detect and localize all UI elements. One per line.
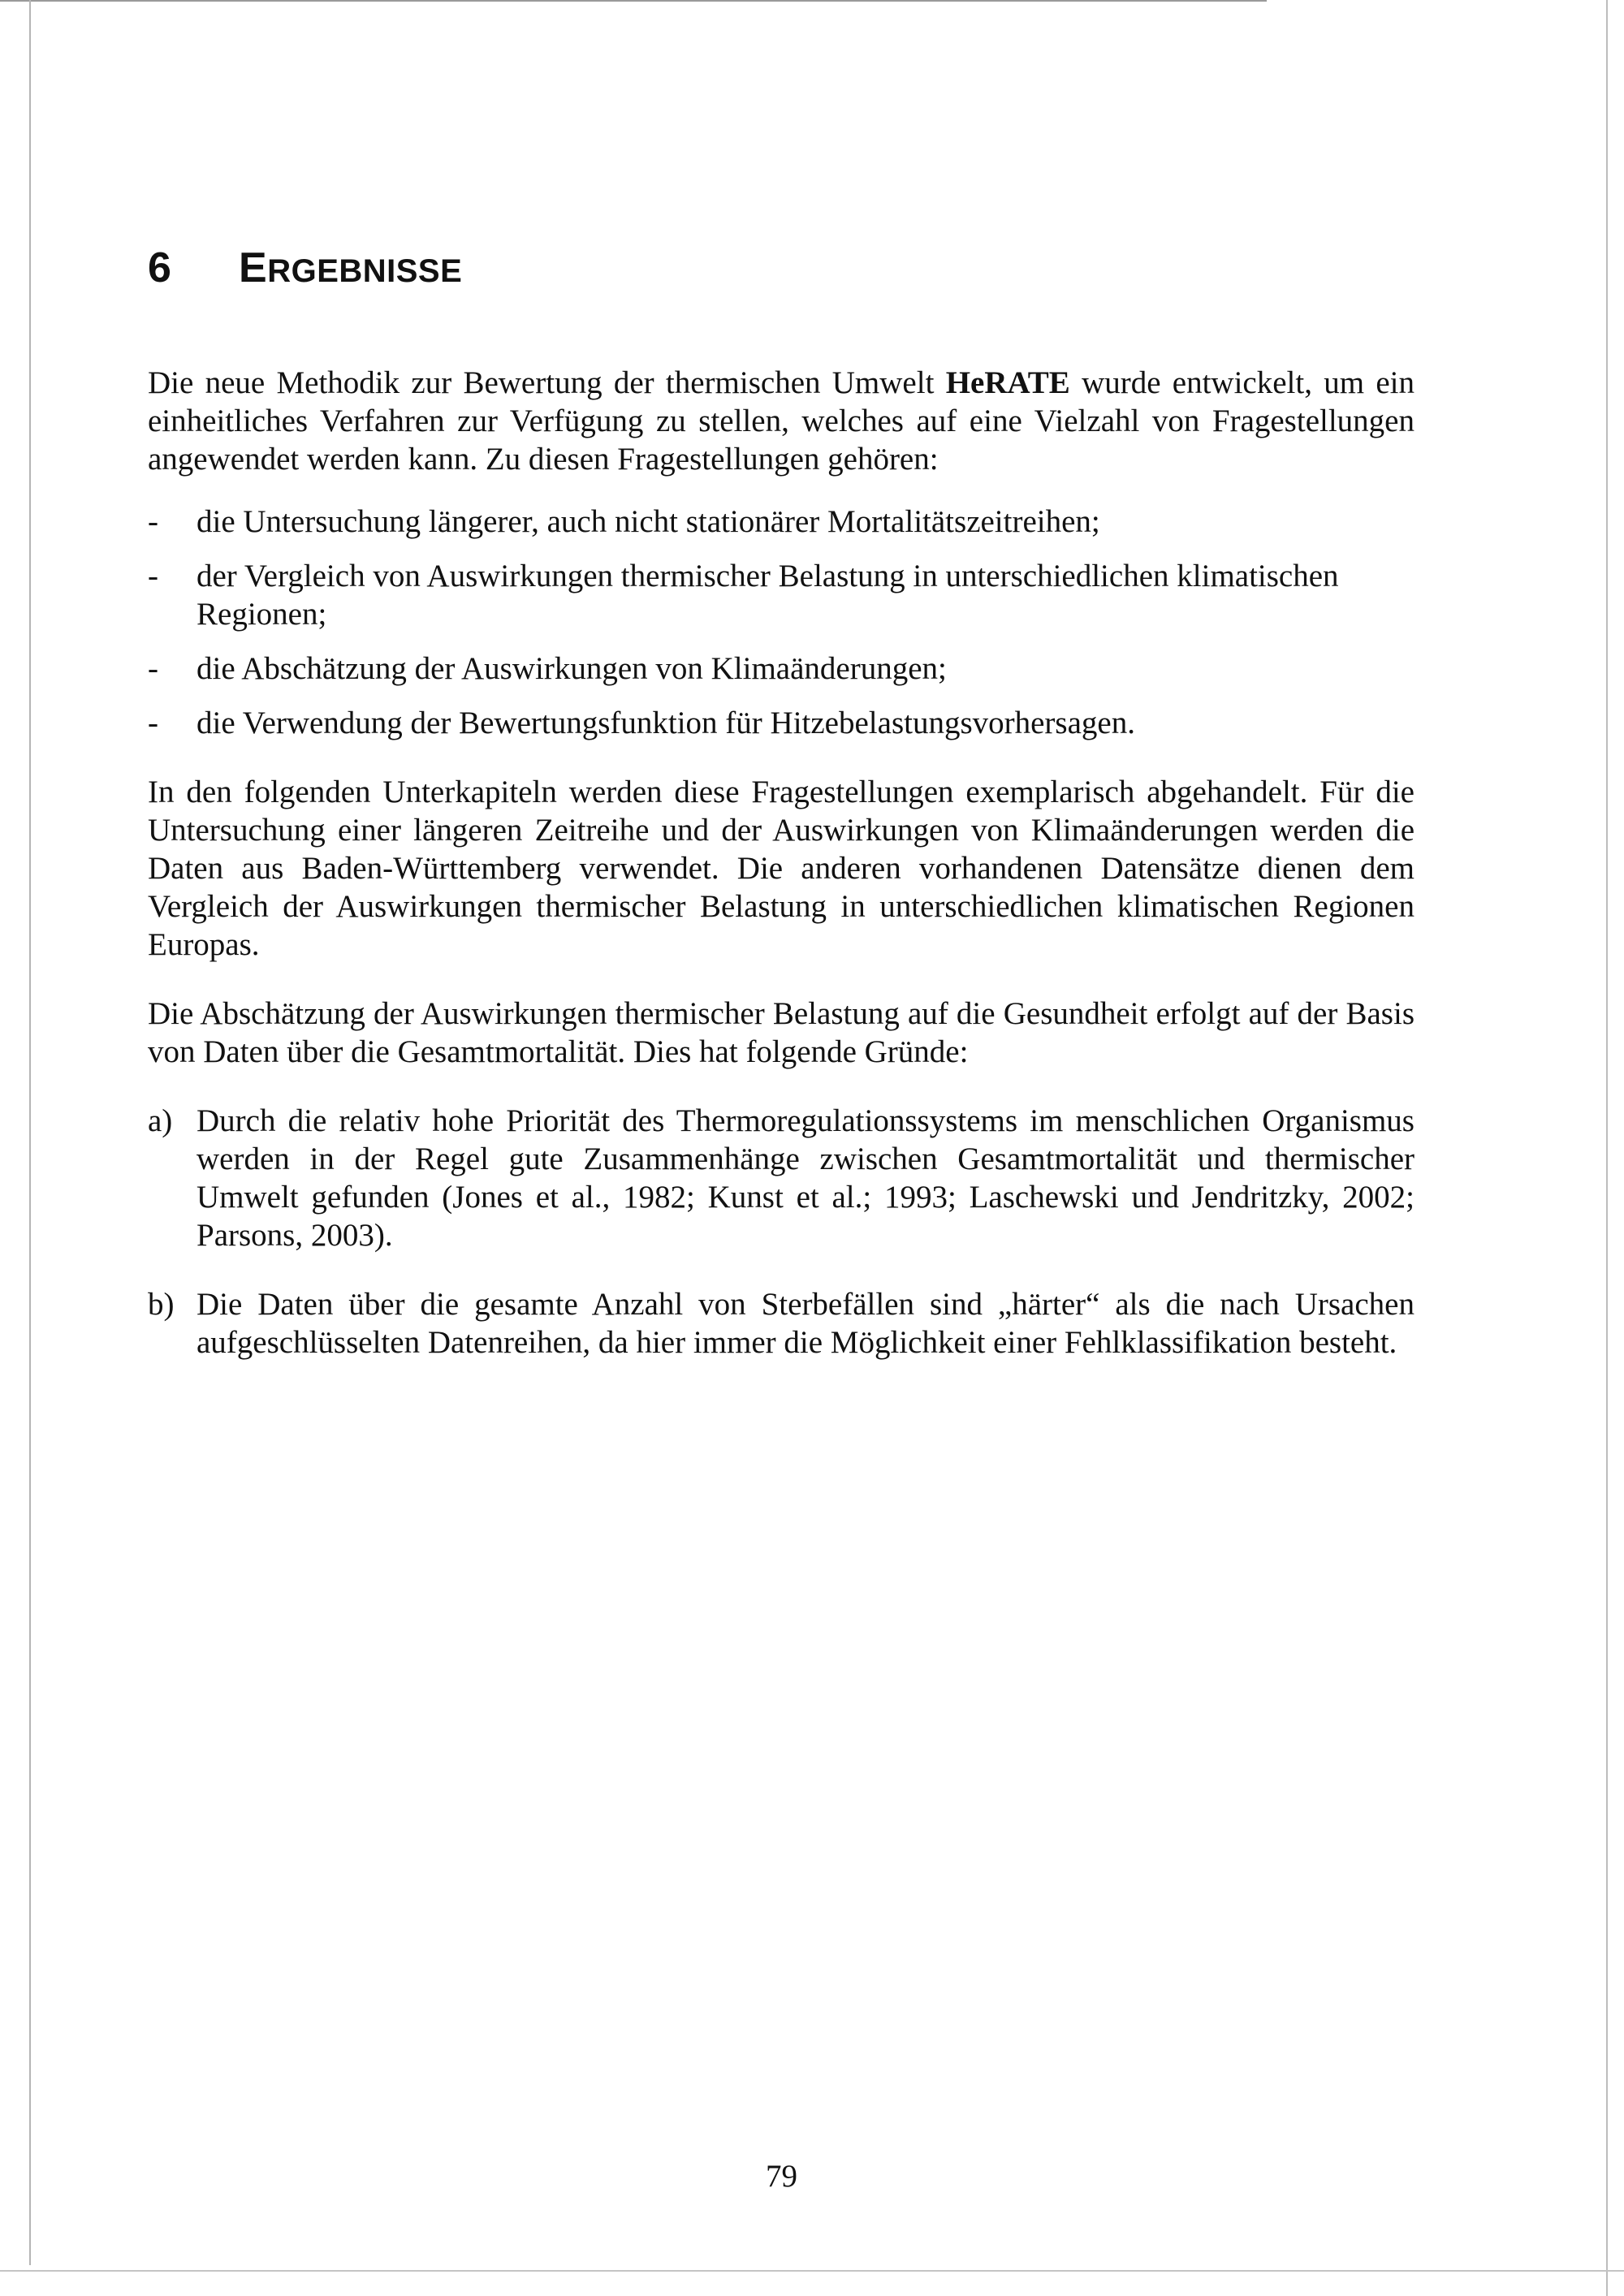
list-bullet: - <box>148 706 158 740</box>
reasons-list <box>148 1102 1415 1362</box>
page-number: 79 <box>766 2159 797 2194</box>
list-marker: b) <box>148 1287 175 1322</box>
scan-edge-left <box>29 0 31 2265</box>
mortality-basis-paragraph: Die Abschätzung der Auswirkungen thermischer Belastung auf die Gesundheit erfolgt auf der Basis von Daten über die Gesamtmortalität. Dies hat folgende Gründe: <box>148 996 1415 1069</box>
list-item-text: die Abschätzung der Auswirkungen von Klimaänderungen; <box>197 651 947 686</box>
method-name: HeRATE <box>945 365 1070 400</box>
scan-edge-bottom <box>0 2270 1624 2272</box>
chapter-title-initial: E <box>239 244 268 291</box>
list-bullet: - <box>148 559 158 593</box>
list-bullet: - <box>148 504 158 539</box>
list-item <box>148 557 1415 633</box>
chapter-title-rest: RGEBNISSE <box>267 253 463 289</box>
intro-paragraph <box>148 364 1415 478</box>
intro-text-2: wurde entwickelt, um ein einheitliches Verfahren zur Verfügung zu stellen, welches auf eine Vielzahl von Fragestellungen angewendet werden kann. Zu diesen Fragestellungen gehören: <box>148 365 1415 477</box>
scan-edge-top <box>0 0 1267 2</box>
list-item <box>148 503 1415 541</box>
list-item <box>148 1102 1415 1254</box>
chapter-heading <box>148 244 462 292</box>
subchapter-overview-paragraph: In den folgenden Unterkapiteln werden diese Fragestellungen exemplarisch abgehandelt. Für die Untersuchung einer längeren Zeitreihe und der Auswirkungen von Klimaänderungen werden die Daten aus Baden-Württemberg verwendet. Die anderen vorhandenen Datensätze dienen dem Vergleich der Auswirkungen thermischer Belastung in unterschiedlichen klimatischen Regionen Europas. <box>148 775 1415 962</box>
list-item-text: die Untersuchung längerer, auch nicht stationärer Mortalitätszeitreihen; <box>197 504 1100 539</box>
list-marker: a) <box>148 1103 173 1138</box>
scan-edge-right <box>1606 0 1608 2296</box>
list-item <box>148 650 1415 688</box>
page-body <box>148 364 1415 1392</box>
intro-text-1: Die neue Methodik zur Bewertung der thermischen Umwelt <box>148 365 946 400</box>
list-item-text: Durch die relativ hohe Priorität des Thermoregulationssystems im menschlichen Organismus werden in der Regel gute Zusammenhänge zwischen Gesamtmortalität und thermischer Umwelt gefunden (Jones et al., 1982; Kunst et al.; 1993; Laschewski und Jendritzky, 2002; Parsons, 2003). <box>197 1103 1415 1253</box>
list-item-text: Die Daten über die gesamte Anzahl von Sterbefällen sind „härter“ als die nach Ursachen aufgeschlüsselten Datenreihen, da hier immer die Möglichkeit einer Fehlklassifikation besteht. <box>197 1287 1415 1360</box>
list-bullet: - <box>148 651 158 686</box>
list-item <box>148 704 1415 742</box>
list-item-text: die Verwendung der Bewertungsfunktion für Hitzebelastungsvorhersagen. <box>197 706 1135 740</box>
chapter-number: 6 <box>148 244 172 291</box>
question-list <box>148 503 1415 742</box>
list-item <box>148 1285 1415 1362</box>
list-item-text: der Vergleich von Auswirkungen thermischer Belastung in unterschiedlichen klimatischen Regionen; <box>197 559 1339 632</box>
